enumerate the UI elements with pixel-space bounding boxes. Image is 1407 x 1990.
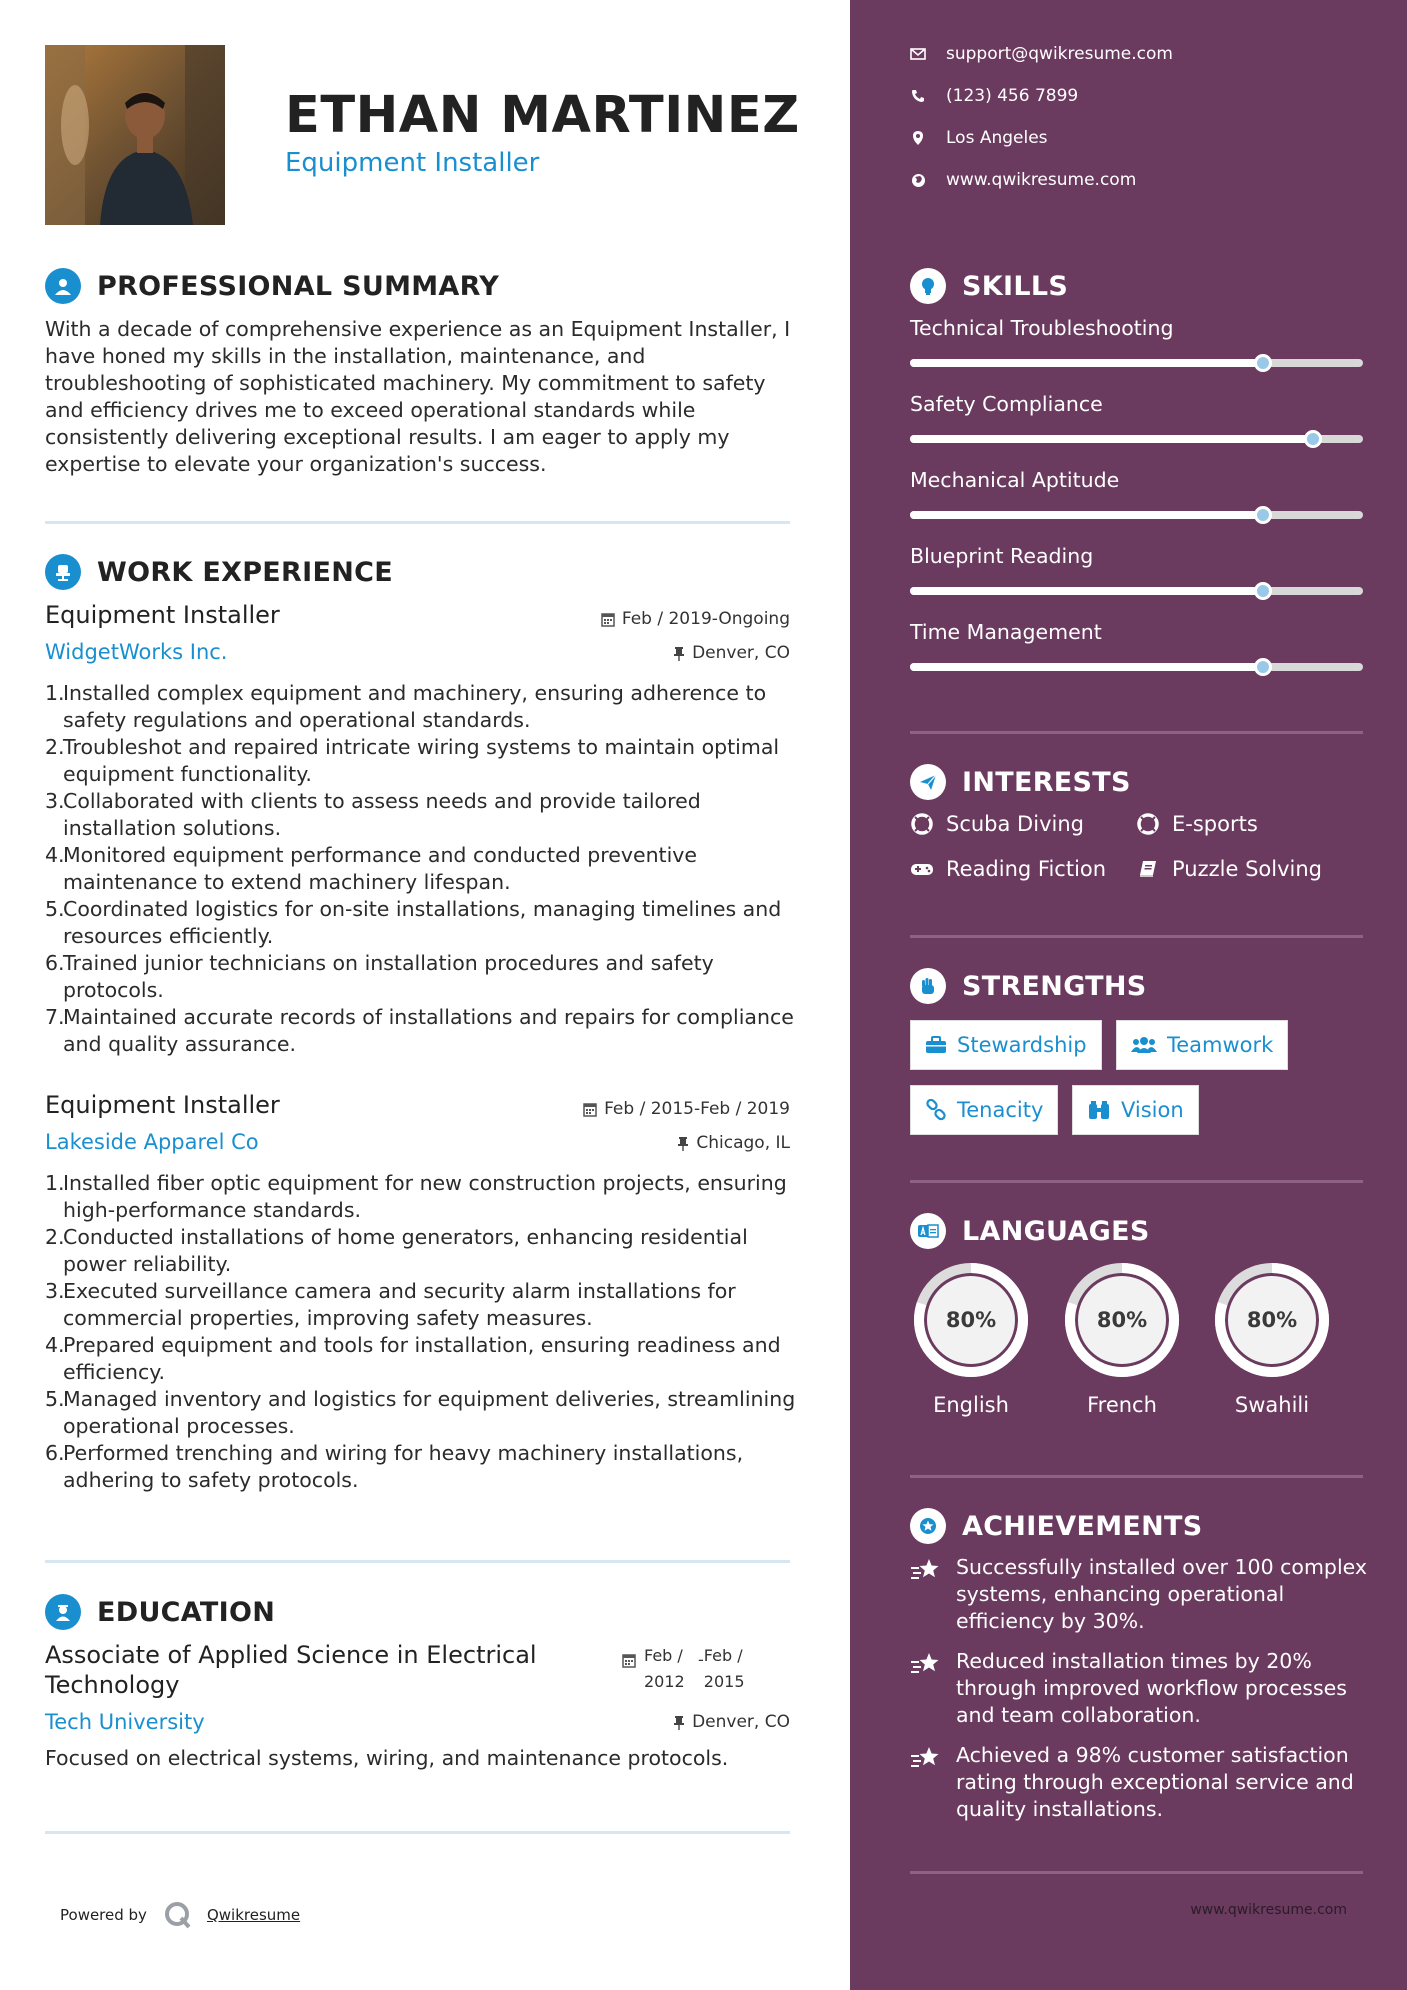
globe-icon: [910, 173, 926, 188]
skill-bar: [910, 435, 1363, 443]
skill-bar-fill: [910, 663, 1263, 671]
profile-photo: [45, 45, 225, 225]
interest-item: [1136, 812, 1258, 836]
list-item: Troubleshot and repaired intricate wiring systems to maintain optimal equipment functionality.: [63, 735, 780, 786]
education-location: [673, 1712, 790, 1732]
skills-heading: SKILLS: [962, 270, 1069, 302]
summary-header: [45, 266, 499, 306]
list-item: Coordinated logistics for on-site installations, managing timelines and resources efficiently.: [63, 897, 782, 948]
interest-item: [910, 857, 1106, 881]
interest-label: Reading Fiction: [946, 857, 1107, 881]
list-item: Performed trenching and wiring for heavy machinery installations, adhering to safety protocols.: [63, 1441, 744, 1492]
section-divider: [910, 1871, 1363, 1874]
achievement-item: [910, 1554, 1370, 1635]
language-percent: 80%: [1096, 1308, 1148, 1332]
list-item: Managed inventory and logistics for equipment deliveries, streamlining operational processes.: [63, 1387, 796, 1438]
job-date: [601, 609, 790, 629]
calendar-icon: [622, 1653, 636, 1668]
qwikresume-link[interactable]: Qwikresume: [206, 1906, 301, 1924]
language-proficiency-ring: [1061, 1259, 1183, 1381]
binoculars-icon: [1087, 1100, 1111, 1120]
job-title: Equipment Installer: [45, 1091, 280, 1119]
pin-icon: [677, 1136, 689, 1151]
achievement-text: Successfully installed over 100 complex systems, enhancing operational efficiency by 30%.: [956, 1555, 1368, 1633]
interests-heading: INTERESTS: [962, 766, 1131, 798]
contact-website: [910, 170, 1136, 190]
section-divider: [910, 935, 1363, 938]
strength-tag: [910, 1085, 1058, 1135]
strength-label: Stewardship: [957, 1033, 1087, 1057]
interest-label: Puzzle Solving: [1172, 857, 1322, 881]
education-start-year: 2012: [644, 1672, 685, 1691]
skill-slider-handle[interactable]: [1254, 354, 1272, 372]
job-location: [673, 643, 790, 663]
summary-text: With a decade of comprehensive experience as an Equipment Installer, I have honed my skills in the installation, maintenance, and troubleshooting of sophisticated machinery. My commitment to safety and efficiency drives me to exceed operational standards while consistently delivering exceptional results. I am eager to apply my expertise to elevate your organization's success.: [45, 317, 791, 476]
list-item: Prepared equipment and tools for installation, ensuring readiness and efficiency.: [63, 1333, 781, 1384]
list-item: Conducted installations of home generators, enhancing residential power reliability.: [63, 1225, 748, 1276]
user-icon: [45, 268, 81, 304]
paper-plane-icon: [910, 764, 946, 800]
achievements-heading: ACHIEVEMENTS: [962, 1510, 1203, 1542]
job-date: [583, 1099, 790, 1119]
lifebuoy-icon: [1136, 813, 1160, 835]
contact-phone-text: (123) 456 7899: [946, 86, 1079, 106]
skill-name: Blueprint Reading: [910, 544, 1094, 568]
language-item: [910, 1259, 1032, 1417]
lifebuoy-icon: [910, 813, 934, 835]
sidebar: [850, 0, 1407, 1990]
pin-icon: [673, 646, 685, 661]
interest-label: Scuba Diving: [946, 812, 1084, 836]
duty-list: [45, 1170, 805, 1494]
list-item: Trained junior technicians on installation procedures and safety protocols.: [63, 951, 714, 1002]
list-item: Collaborated with clients to assess needs and provide tailored installation solutions.: [63, 789, 701, 840]
shooting-star-icon: [910, 1742, 942, 1823]
languages-heading: LANGUAGES: [962, 1215, 1150, 1247]
candidate-title: Equipment Installer: [285, 148, 540, 178]
job-title: Equipment Installer: [45, 601, 280, 629]
contact-email-text: support@qwikresume.com: [946, 44, 1173, 64]
chair-icon: [45, 554, 81, 590]
language-percent: 80%: [1246, 1308, 1298, 1332]
language-proficiency-ring: [1211, 1259, 1333, 1381]
contact-location-text: Los Angeles: [946, 128, 1048, 148]
language-percent: 80%: [945, 1308, 997, 1332]
education-location-text: Denver, CO: [692, 1712, 790, 1732]
graduate-icon: [45, 1594, 81, 1630]
interest-label: E-sports: [1172, 812, 1258, 836]
section-divider: [910, 1475, 1363, 1478]
strength-label: Teamwork: [1167, 1033, 1274, 1057]
company-name: Lakeside Apparel Co: [45, 1130, 259, 1154]
contact-location: [910, 128, 1048, 148]
duty-list: [45, 680, 805, 1058]
link-icon: [925, 1099, 947, 1121]
list-item: Executed surveillance camera and security alarm installations for commercial properties, improving safety measures.: [63, 1279, 736, 1330]
skill-bar: [910, 511, 1363, 519]
envelope-icon: [910, 48, 926, 60]
phone-icon: [910, 89, 926, 103]
list-item: Installed complex equipment and machinery, ensuring adherence to safety regulations and operational standards.: [63, 681, 767, 732]
list-item: Maintained accurate records of installations and repairs for compliance and quality assurance.: [63, 1005, 794, 1056]
education-end-year: 2015: [703, 1672, 745, 1691]
strength-tag: [910, 1020, 1102, 1070]
job-date-text: Feb / 2015-Feb / 2019: [604, 1099, 790, 1119]
job-location-text: Denver, CO: [692, 643, 790, 663]
degree-title: Associate of Applied Science in Electrical Technology: [45, 1641, 537, 1699]
section-divider: [910, 1180, 1363, 1183]
school-name: Tech University: [45, 1710, 205, 1734]
skill-slider-handle[interactable]: [1254, 582, 1272, 600]
skill-bar-fill: [910, 587, 1263, 595]
powered-by: [60, 1900, 300, 1930]
education-start-month: Feb /: [644, 1646, 683, 1665]
strengths-header: [910, 966, 1147, 1006]
skill-bar: [910, 359, 1363, 367]
skill-name: Safety Compliance: [910, 392, 1103, 416]
interest-item: [1136, 857, 1322, 881]
skill-bar-fill: [910, 435, 1313, 443]
shooting-star-icon: [910, 1648, 942, 1729]
interest-item: [910, 812, 1084, 836]
language-name: French: [1087, 1393, 1157, 1417]
education-date: [622, 1643, 745, 1695]
pin-icon: [673, 1715, 685, 1730]
education-header: [45, 1592, 275, 1632]
contact-email: [910, 44, 1173, 64]
language-name: English: [933, 1393, 1009, 1417]
languages-header: [910, 1211, 1150, 1251]
briefcase-icon: [925, 1036, 947, 1054]
list-item: Monitored equipment performance and conducted preventive maintenance to extend machinery lifespan.: [63, 843, 698, 894]
gamepad-icon: [910, 861, 934, 877]
strengths-heading: STRENGTHS: [962, 970, 1147, 1002]
education-end-month: Feb /: [703, 1646, 743, 1665]
book-icon: [1136, 859, 1160, 879]
experience-heading: WORK EXPERIENCE: [97, 556, 393, 588]
lightbulb-icon: [910, 268, 946, 304]
skill-bar-fill: [910, 511, 1263, 519]
footer-website: www.qwikresume.com: [1190, 1902, 1347, 1918]
section-divider: [45, 1560, 790, 1563]
summary-heading: PROFESSIONAL SUMMARY: [97, 270, 500, 302]
fist-icon: [910, 968, 946, 1004]
language-item: [1211, 1259, 1333, 1417]
company-name: WidgetWorks Inc.: [45, 640, 228, 664]
job-location: [677, 1133, 790, 1153]
candidate-name: ETHAN MARTINEZ: [285, 86, 800, 145]
section-divider: [910, 731, 1363, 734]
powered-by-label: Powered by: [60, 1906, 147, 1924]
education-heading: EDUCATION: [97, 1596, 276, 1628]
contact-phone: [910, 86, 1078, 106]
skill-bar: [910, 663, 1363, 671]
skill-slider-handle[interactable]: [1304, 430, 1322, 448]
map-marker-icon: [910, 130, 926, 146]
calendar-icon: [601, 612, 615, 627]
shooting-star-icon: [910, 1554, 942, 1635]
skill-slider-handle[interactable]: [1254, 506, 1272, 524]
experience-header: [45, 552, 393, 592]
achievement-item: [910, 1742, 1370, 1823]
language-proficiency-ring: [910, 1259, 1032, 1381]
language-item: [1061, 1259, 1183, 1417]
skill-bar: [910, 587, 1363, 595]
strength-tag: [1116, 1020, 1288, 1070]
achievement-item: [910, 1648, 1370, 1729]
skill-slider-handle[interactable]: [1254, 658, 1272, 676]
achievement-text: Achieved a 98% customer satisfaction rating through exceptional service and quality installations.: [956, 1743, 1354, 1821]
achievements-header: [910, 1506, 1203, 1546]
list-item: Installed fiber optic equipment for new construction projects, ensuring high-performance standards.: [63, 1171, 787, 1222]
language-icon: [910, 1213, 946, 1249]
skill-bar-fill: [910, 359, 1263, 367]
section-divider: [45, 521, 790, 524]
users-icon: [1131, 1036, 1157, 1054]
job-date-text: Feb / 2019-Ongoing: [621, 609, 790, 629]
section-divider: [45, 1831, 790, 1834]
contact-website-text: www.qwikresume.com: [946, 170, 1137, 190]
achievement-text: Reduced installation times by 20% through improved workflow processes and team collaboration.: [956, 1649, 1347, 1727]
date-separator: -: [698, 1650, 704, 1669]
education-description: Focused on electrical systems, wiring, and maintenance protocols.: [45, 1746, 729, 1770]
strength-label: Vision: [1121, 1098, 1184, 1122]
calendar-icon: [583, 1102, 597, 1117]
qwikresume-logo-icon: [163, 1900, 193, 1930]
star-badge-icon: [910, 1508, 946, 1544]
strength-tag: [1072, 1085, 1199, 1135]
skill-name: Mechanical Aptitude: [910, 468, 1120, 492]
skill-name: Technical Troubleshooting: [910, 316, 1174, 340]
skills-header: [910, 266, 1068, 306]
interests-header: [910, 762, 1131, 802]
job-location-text: Chicago, IL: [696, 1133, 790, 1153]
language-name: Swahili: [1234, 1393, 1310, 1417]
strength-label: Tenacity: [957, 1098, 1044, 1122]
skill-name: Time Management: [910, 620, 1102, 644]
